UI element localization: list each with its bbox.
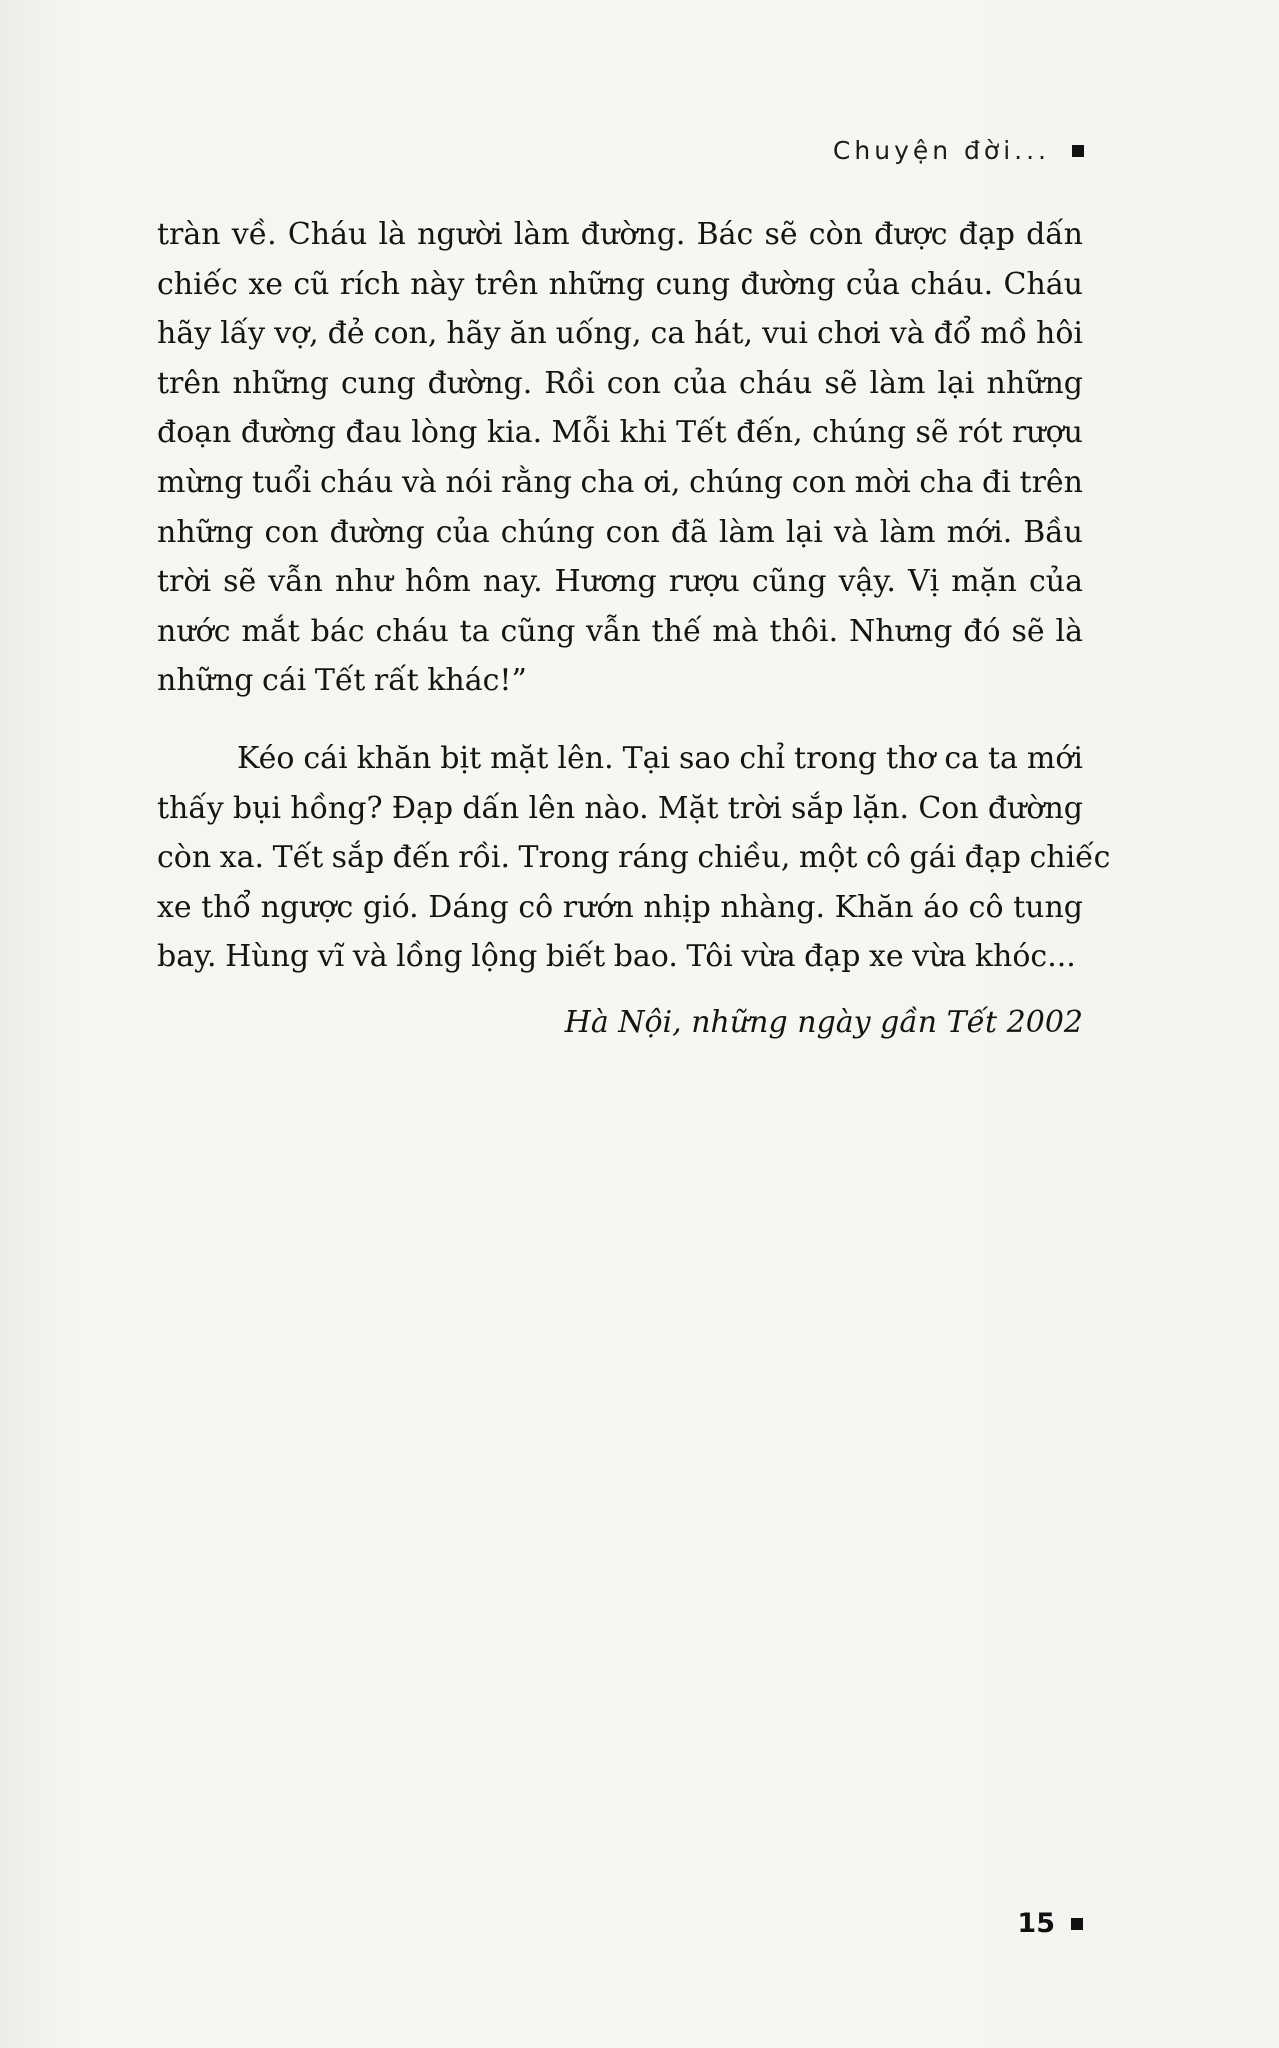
text-line: những cái Tết rất khác!” bbox=[157, 663, 527, 699]
text-line: xe thổ ngược gió. Dáng cô rướn nhịp nhàng. Khăn áo cô tung bbox=[157, 889, 1083, 925]
text-line: chiếc xe cũ rích này trên những cung đường của cháu. Cháu bbox=[157, 266, 1083, 302]
text-line: nước mắt bác cháu ta cũng vẫn thế mà thôi. Nhưng đó sẽ là bbox=[157, 613, 1083, 649]
text-line: Kéo cái khăn bịt mặt lên. Tại sao chỉ trong thơ ca ta mới bbox=[237, 740, 1083, 776]
show-through-text bbox=[150, 1230, 1090, 1280]
running-header bbox=[833, 136, 1084, 165]
paragraph-2 bbox=[157, 734, 1111, 982]
text-line: những con đường của chúng con đã làm lại và làm mới. Bầu bbox=[157, 514, 1083, 550]
text-line: mừng tuổi cháu và nói rằng cha ơi, chúng con mời cha đi trên bbox=[157, 464, 1083, 500]
running-title: Chuyện đời... bbox=[832, 136, 1050, 165]
text-line: bay. Hùng vĩ và lồng lộng biết bao. Tôi vừa đạp xe vừa khóc... bbox=[157, 939, 1076, 975]
text-line: trời sẽ vẫn như hôm nay. Hương rượu cũng vậy. Vị mặn của bbox=[157, 564, 1083, 600]
text-line: còn xa. Tết sắp đến rồi. Trong ráng chiều, một cô gái đạp chiếc bbox=[157, 840, 1111, 876]
paragraph-1 bbox=[157, 210, 1083, 706]
page-number bbox=[1017, 1908, 1083, 1939]
text-line: thấy bụi hồng? Đạp dấn lên nào. Mặt trời sắp lặn. Con đường bbox=[157, 790, 1083, 826]
text-line: đoạn đường đau lòng kia. Mỗi khi Tết đến, chúng sẽ rót rượu bbox=[157, 415, 1083, 451]
body-text bbox=[157, 210, 1111, 1047]
page-number-label: 15 bbox=[1017, 1908, 1055, 1939]
text-line: hãy lấy vợ, đẻ con, hãy ăn uống, ca hát, vui chơi và đổ mồ hôi bbox=[157, 316, 1083, 352]
footer-square-icon bbox=[1071, 1918, 1083, 1930]
text-line: tràn về. Cháu là người làm đường. Bác sẽ còn được đạp dấn bbox=[157, 217, 1083, 252]
header-square-icon bbox=[1072, 145, 1084, 157]
place-date-signature: Hà Nội, những ngày gần Tết 2002 bbox=[564, 1004, 1083, 1040]
text-line: trên những cung đường. Rồi con của cháu sẽ làm lại những bbox=[157, 365, 1083, 401]
